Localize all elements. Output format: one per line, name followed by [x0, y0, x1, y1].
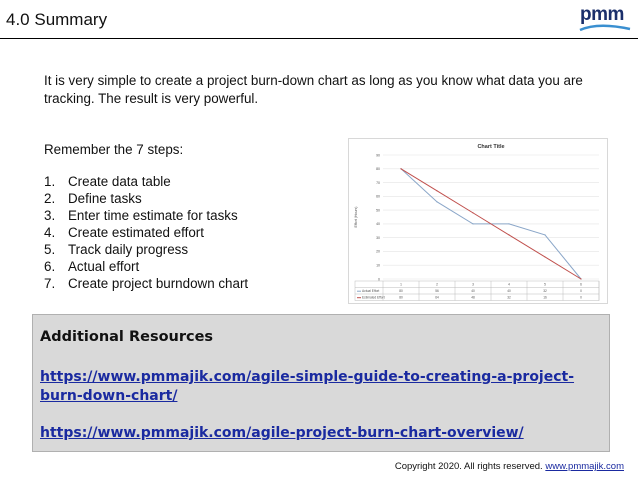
- chart-data-label: 40: [507, 289, 511, 294]
- chart-point: [472, 212, 473, 213]
- burndown-chart: [348, 138, 608, 304]
- chart-x-tick-label: 5: [544, 282, 546, 287]
- chart-data-label: 48: [471, 295, 475, 300]
- resource-link-burn-down-guide[interactable]: https://www.pmmajik.com/agile-simple-guide-to-creating-a-project-burn-down-chart/: [40, 369, 575, 404]
- chart-x-tick-label: 4: [508, 282, 510, 287]
- additional-resources-box: [32, 314, 610, 452]
- chart-legend-label: Actual Effort: [362, 289, 380, 294]
- steps-heading: Remember the 7 steps:: [44, 142, 184, 157]
- step-number: 7.: [44, 276, 56, 291]
- chart-point: [436, 190, 437, 191]
- step-text: Create data table: [68, 174, 171, 189]
- chart-y-tick-label: 20: [376, 249, 380, 254]
- chart-title: Chart Title: [477, 144, 505, 150]
- burndown-chart-svg: [349, 139, 607, 303]
- list-item: [44, 207, 248, 224]
- steps-list: [44, 173, 248, 292]
- chart-y-tick-label: 30: [376, 235, 380, 240]
- step-text: Create project burndown chart: [68, 276, 249, 291]
- logo-swoosh-icon: [578, 24, 632, 34]
- chart-y-tick-label: 80: [376, 167, 380, 172]
- step-text: Create estimated effort: [68, 225, 204, 240]
- chart-y-tick-label: 70: [376, 180, 380, 185]
- list-item: [44, 275, 248, 292]
- logo-text: pmm: [580, 4, 624, 25]
- step-number: 3.: [44, 208, 56, 223]
- chart-y-tick-label: 0: [378, 277, 380, 282]
- chart-legend-label: Estimated Effort: [362, 295, 385, 300]
- resources-heading: Additional Resources: [40, 329, 214, 345]
- chart-point: [544, 234, 545, 235]
- list-item: [44, 224, 248, 241]
- chart-data-label: 80: [399, 289, 403, 294]
- chart-y-tick-label: 90: [376, 153, 380, 158]
- step-number: 4.: [44, 225, 56, 240]
- list-item: [44, 258, 248, 275]
- page-title: 4.0 Summary: [6, 10, 108, 29]
- intro-paragraph: It is very simple to create a project burn-down chart as long as you know what data you are tracking. The result is very powerful.: [44, 73, 583, 106]
- step-number: 2.: [44, 191, 56, 206]
- list-item: [44, 190, 248, 207]
- resource-link-burn-chart-overview[interactable]: https://www.pmmajik.com/agile-project-burn-chart-overview/: [40, 425, 524, 441]
- chart-data-label: 40: [471, 289, 475, 294]
- chart-y-axis-label: Effort (Hours): [354, 206, 358, 228]
- header-divider: [0, 38, 638, 39]
- step-text: Track daily progress: [68, 242, 189, 257]
- chart-point: [436, 201, 437, 202]
- chart-y-tick-label: 10: [376, 263, 380, 268]
- step-number: 5.: [44, 242, 56, 257]
- chart-x-tick-label: 1: [400, 282, 402, 287]
- list-item: [44, 241, 248, 258]
- chart-data-label: 32: [507, 295, 511, 300]
- chart-data-label: 64: [435, 295, 439, 300]
- footer: [395, 461, 624, 472]
- chart-x-tick-label: 2: [436, 282, 438, 287]
- pmm-logo: [578, 4, 632, 36]
- chart-data-label: 16: [543, 295, 547, 300]
- chart-y-tick-label: 40: [376, 222, 380, 227]
- chart-y-tick-label: 60: [376, 194, 380, 199]
- chart-data-label: 56: [435, 289, 439, 294]
- chart-point: [544, 256, 545, 257]
- step-text: Actual effort: [68, 259, 140, 274]
- step-text: Define tasks: [68, 191, 142, 206]
- chart-point: [472, 223, 473, 224]
- chart-x-tick-label: 6: [580, 282, 582, 287]
- copyright-text: Copyright 2020. All rights reserved.: [394, 461, 546, 472]
- chart-data-label: 0: [580, 289, 582, 294]
- chart-y-tick-label: 50: [376, 208, 380, 213]
- footer-link[interactable]: www.pmmajik.com: [545, 461, 624, 472]
- chart-point: [508, 223, 509, 224]
- chart-point: [580, 278, 581, 279]
- step-number: 6.: [44, 259, 56, 274]
- chart-x-tick-label: 3: [472, 282, 474, 287]
- chart-data-label: 80: [399, 295, 403, 300]
- step-text: Enter time estimate for tasks: [68, 208, 238, 223]
- chart-data-label: 32: [543, 289, 547, 294]
- chart-data-label: 0: [580, 295, 582, 300]
- chart-point: [508, 234, 509, 235]
- list-item: [44, 173, 248, 190]
- step-number: 1.: [44, 174, 56, 189]
- chart-data-table-border: [355, 281, 599, 301]
- chart-point: [400, 168, 401, 169]
